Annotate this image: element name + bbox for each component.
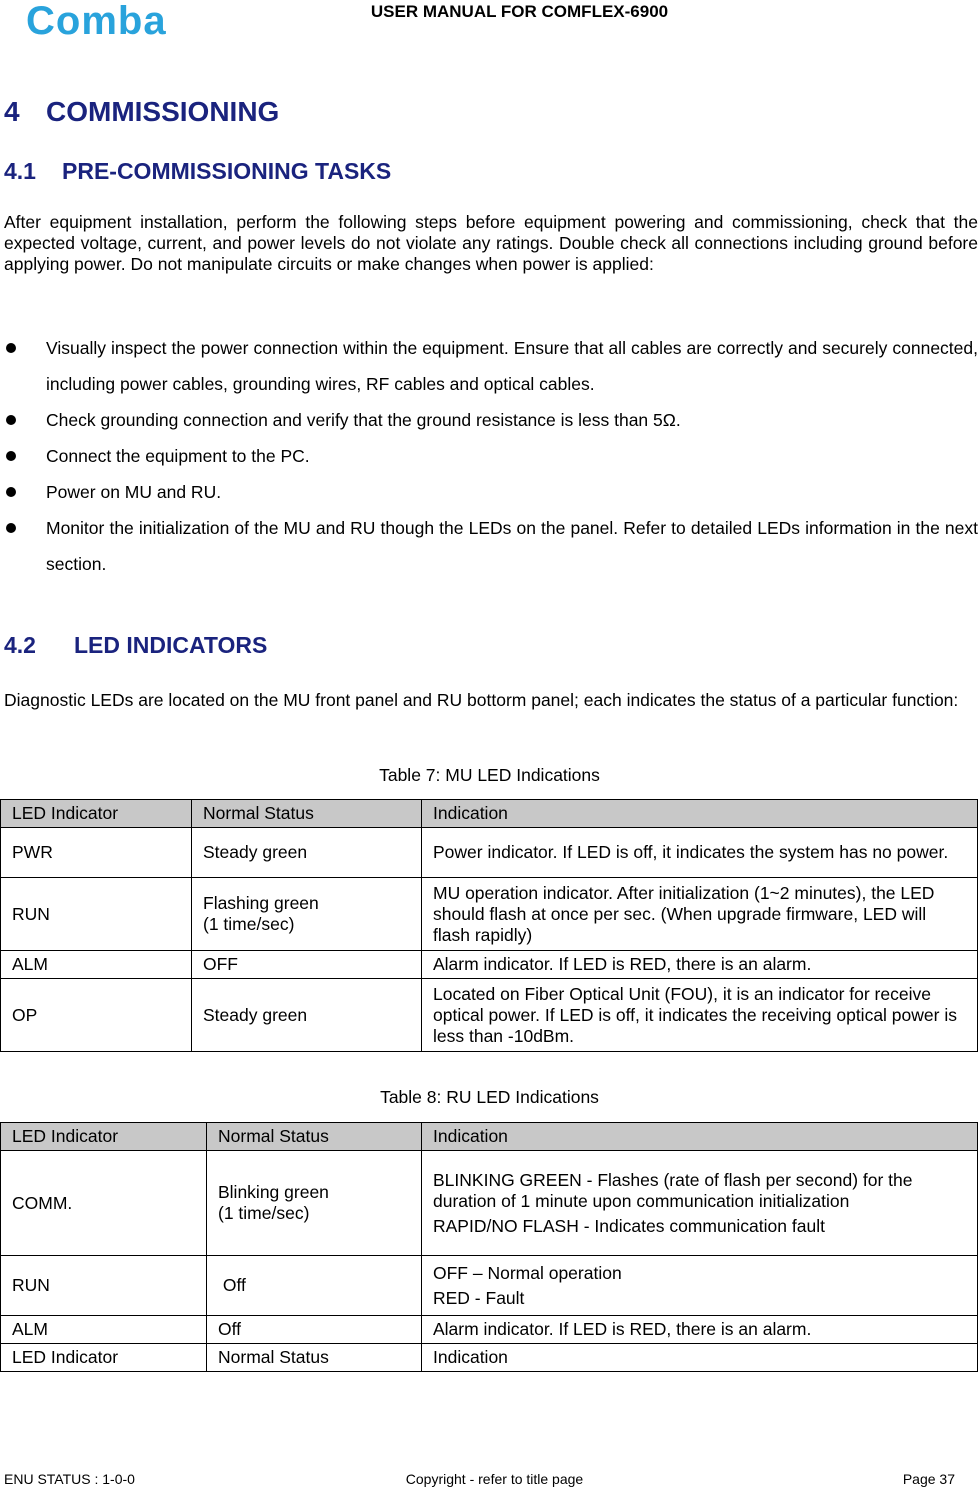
pre-commissioning-intro: After equipment installation, perform the following steps before equipment powering and commissioning, check that the expected voltage, current, and power levels do not violate any ratings. Double check all connections including ground before applying power. Do not manipulate circuits or make changes when power is applied: [4, 212, 978, 274]
led-indicators-intro: Diagnostic LEDs are located on the MU front panel and RU bottorm panel; each indicates the status of a particular function: [4, 690, 959, 710]
list-item: Connect the equipment to the PC. [0, 438, 979, 474]
subsection-title: PRE-COMMISSIONING TASKS [62, 158, 392, 184]
table-row: OP Steady green Located on Fiber Optical Unit (FOU), it is an indicator for receive optical power. If LED is off, it indicates the receiving optical power is less than -10dBm. [1, 979, 978, 1052]
table-row: ALM OFF Alarm indicator. If LED is RED, there is an alarm. [1, 951, 978, 979]
document-status: ENU STATUS : 1-0-0 [4, 1471, 135, 1487]
column-header: Normal Status [207, 1123, 422, 1151]
table-row: ALM Off Alarm indicator. If LED is RED, there is an alarm. [1, 1316, 978, 1344]
table-row: RUN Flashing green (1 time/sec) MU operation indicator. After initialization (1~2 minutes), the LED should flash at once per sec. (When upgrade firmware, LED will flash rapidly) [1, 878, 978, 951]
list-item: Check grounding connection and verify that the ground resistance is less than 5Ω. [0, 402, 979, 438]
section-heading [4, 96, 279, 128]
copyright-notice: Copyright - refer to title page [405, 1471, 584, 1487]
section-number: 4 [4, 96, 20, 127]
table-row: PWR Steady green Power indicator. If LED is off, it indicates the system has no power. [1, 828, 978, 878]
column-header: Indication [422, 1123, 978, 1151]
column-header: Indication [422, 800, 978, 828]
logo-text: Comba [26, 2, 167, 40]
subsection-title: LED INDICATORS [74, 632, 268, 658]
pre-commissioning-steps [0, 330, 979, 582]
list-item: Power on MU and RU. [0, 474, 979, 510]
table-header-row [1, 800, 978, 828]
bullet-icon [6, 487, 16, 497]
section-title: COMMISSIONING [46, 96, 280, 127]
column-header: LED Indicator [1, 1123, 207, 1151]
table-row: LED Indicator Normal Status Indication [1, 1344, 978, 1372]
mu-led-table [0, 799, 978, 1052]
subsection-heading-pre-commissioning [4, 158, 391, 185]
list-item: Visually inspect the power connection within the equipment. Ensure that all cables are correctly and securely connected, including power cables, grounding wires, RF cables and optical cables. [0, 330, 979, 402]
table7-caption: Table 7: MU LED Indications [379, 765, 600, 785]
table-row: COMM. Blinking green (1 time/sec) BLINKING GREEN - Flashes (rate of flash per second) for the duration of 1 minute upon communication initialization RAPID/NO FLASH - Indicates communication fault [1, 1151, 978, 1256]
page-number: Page 37 [902, 1471, 955, 1487]
bullet-icon [6, 415, 16, 425]
subsection-number: 4.2 [4, 632, 36, 658]
bullet-icon [6, 523, 16, 533]
table-header-row [1, 1123, 978, 1151]
list-item: Monitor the initialization of the MU and RU though the LEDs on the panel. Refer to detailed LEDs information in the next section. [0, 510, 979, 582]
subsection-heading-led-indicators [4, 632, 267, 659]
bullet-icon [6, 343, 16, 353]
column-header: LED Indicator [1, 800, 192, 828]
ru-led-table [0, 1122, 978, 1372]
table8-caption: Table 8: RU LED Indications [380, 1087, 599, 1107]
table-row: RUN Off OFF – Normal operation RED - Fault [1, 1256, 978, 1316]
column-header: Normal Status [192, 800, 422, 828]
bullet-icon [6, 451, 16, 461]
document-title: USER MANUAL FOR COMFLEX-6900 [370, 2, 669, 21]
subsection-number: 4.1 [4, 158, 36, 184]
